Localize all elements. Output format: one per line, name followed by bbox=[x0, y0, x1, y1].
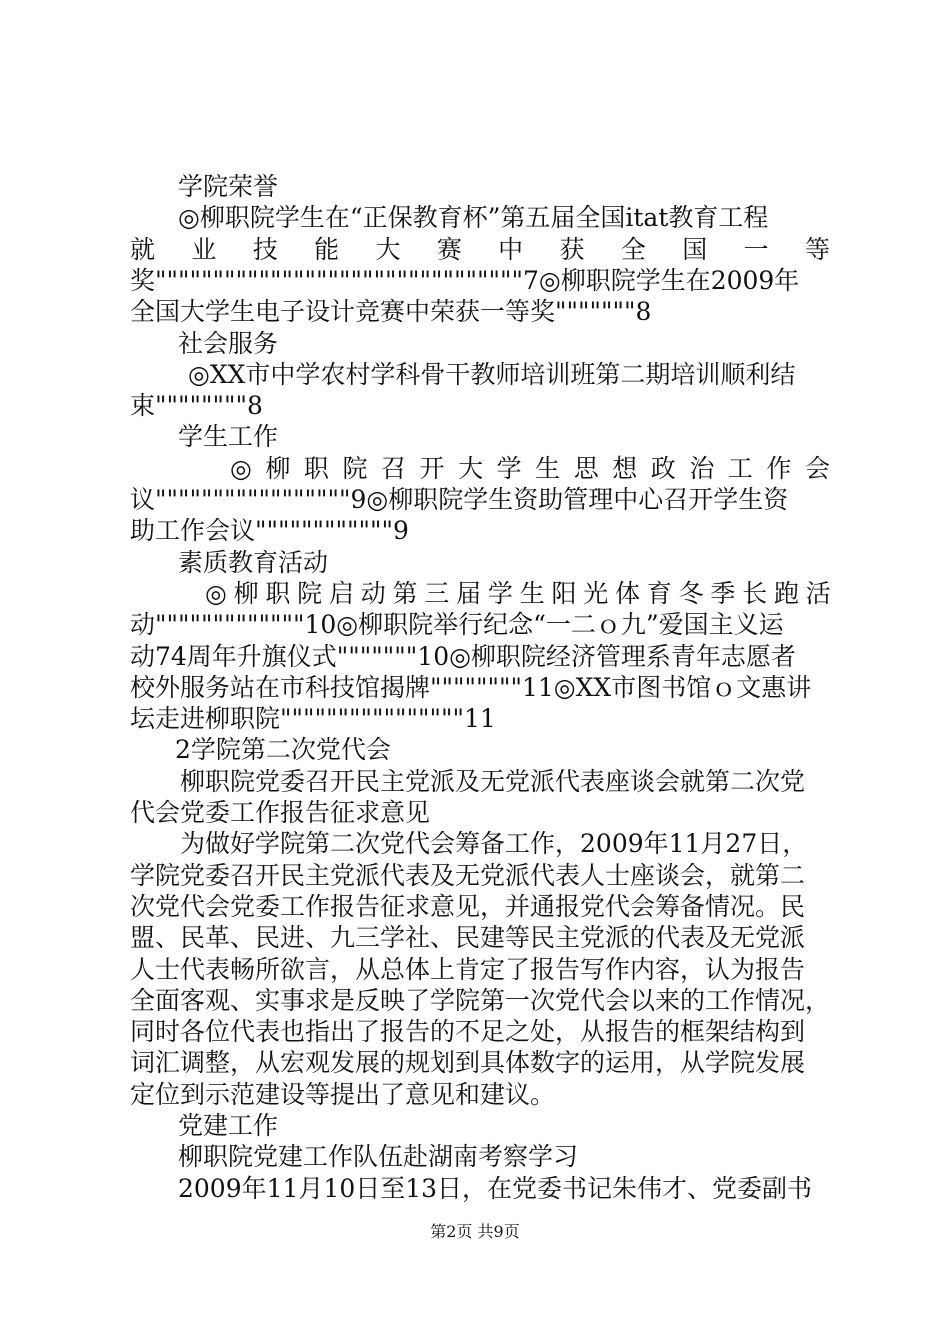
text-line: 校外服务站在市科技馆揭牌""""""""11◎XX市图书馆ｏ文惠讲 bbox=[130, 673, 812, 702]
text-line: 同时各位代表也指出了报告的不足之处，从报告的框架结构到 bbox=[130, 1017, 806, 1046]
text-line: 党建工作 bbox=[178, 1111, 279, 1140]
page-number-footer: 第2页 共9页 bbox=[430, 1222, 520, 1241]
text-line: 助工作会议""""""""""""9 bbox=[130, 516, 409, 545]
text-line: 定位到示范建设等提出了意见和建议。 bbox=[130, 1080, 556, 1109]
text-line: 为做好学院第二次党代会筹备工作，2009年11月27日， bbox=[180, 829, 808, 858]
text-line: 学院党委召开民主党派代表及无党派代表人士座谈会，就第二 bbox=[130, 861, 806, 890]
text-line: 盟、民革、民进、九三学社、民建等民主党派的代表及无党派 bbox=[130, 923, 806, 952]
text-line: 全面客观、实事求是反映了学院第一次党代会以来的工作情况， bbox=[130, 986, 831, 1015]
text-line: 全国大学生电子设计竞赛中荣获一等奖"""""""8 bbox=[130, 297, 652, 326]
text-line: ◎ 柳 职 院 召 开 大 学 生 思 想 政 治 工 作 会 bbox=[230, 454, 830, 483]
text-line: 2学院第二次党代会 bbox=[175, 735, 391, 764]
text-line: 动74周年升旗仪式"""""""10◎柳职院经济管理系青年志愿者 bbox=[130, 642, 796, 671]
text-line: 代会党委工作报告征求意见 bbox=[130, 798, 431, 827]
text-line: 就 业 技 能 大 赛 中 获 全 国 一 等 bbox=[130, 235, 830, 264]
text-line: ◎XX市中学农村学科骨干教师培训班第二期培训顺利结 bbox=[188, 360, 796, 389]
text-line: 学院荣誉 bbox=[178, 172, 279, 201]
text-line: ◎柳职院学生在“正保教育杯”第五届全国itat教育工程 bbox=[178, 203, 769, 232]
text-line: 动"""""""""""""10◎柳职院举行纪念“一二ｏ九”爱国主义运 bbox=[130, 610, 784, 639]
text-line: 柳职院党委召开民主党派及无党派代表座谈会就第二次党 bbox=[180, 767, 806, 796]
text-line: 人士代表畅所欲言，从总体上肯定了报告写作内容，认为报告 bbox=[130, 955, 806, 984]
text-line: 奖""""""""""""""""""""""""""""""""7◎柳职院学生在2009年 bbox=[130, 266, 800, 295]
text-line: 2009年11月10日至13日，在党委书记朱伟才、党委副书 bbox=[178, 1174, 813, 1203]
text-line: 社会服务 bbox=[178, 329, 279, 358]
text-line: 坛走进柳职院""""""""""""""""11 bbox=[130, 704, 496, 733]
text-line: 议"""""""""""""""""9◎柳职院学生资助管理中心召开学生资 bbox=[130, 485, 789, 514]
text-line: 柳职院党建工作队伍赴湖南考察学习 bbox=[178, 1142, 579, 1171]
text-line: 词汇调整，从宏观发展的规划到具体数字的运用，从学院发展 bbox=[130, 1048, 806, 1077]
text-line: 素质教育活动 bbox=[178, 548, 329, 577]
text-line: 束""""""""8 bbox=[130, 391, 263, 420]
text-line: 学生工作 bbox=[178, 422, 279, 451]
text-line: 次党代会党委工作报告征求意见，并通报党代会筹备情况。民 bbox=[130, 892, 806, 921]
text-line: ◎ 柳 职 院 启 动 第 三 届 学 生 阳 光 体 育 冬 季 长 跑 活 bbox=[205, 579, 830, 608]
